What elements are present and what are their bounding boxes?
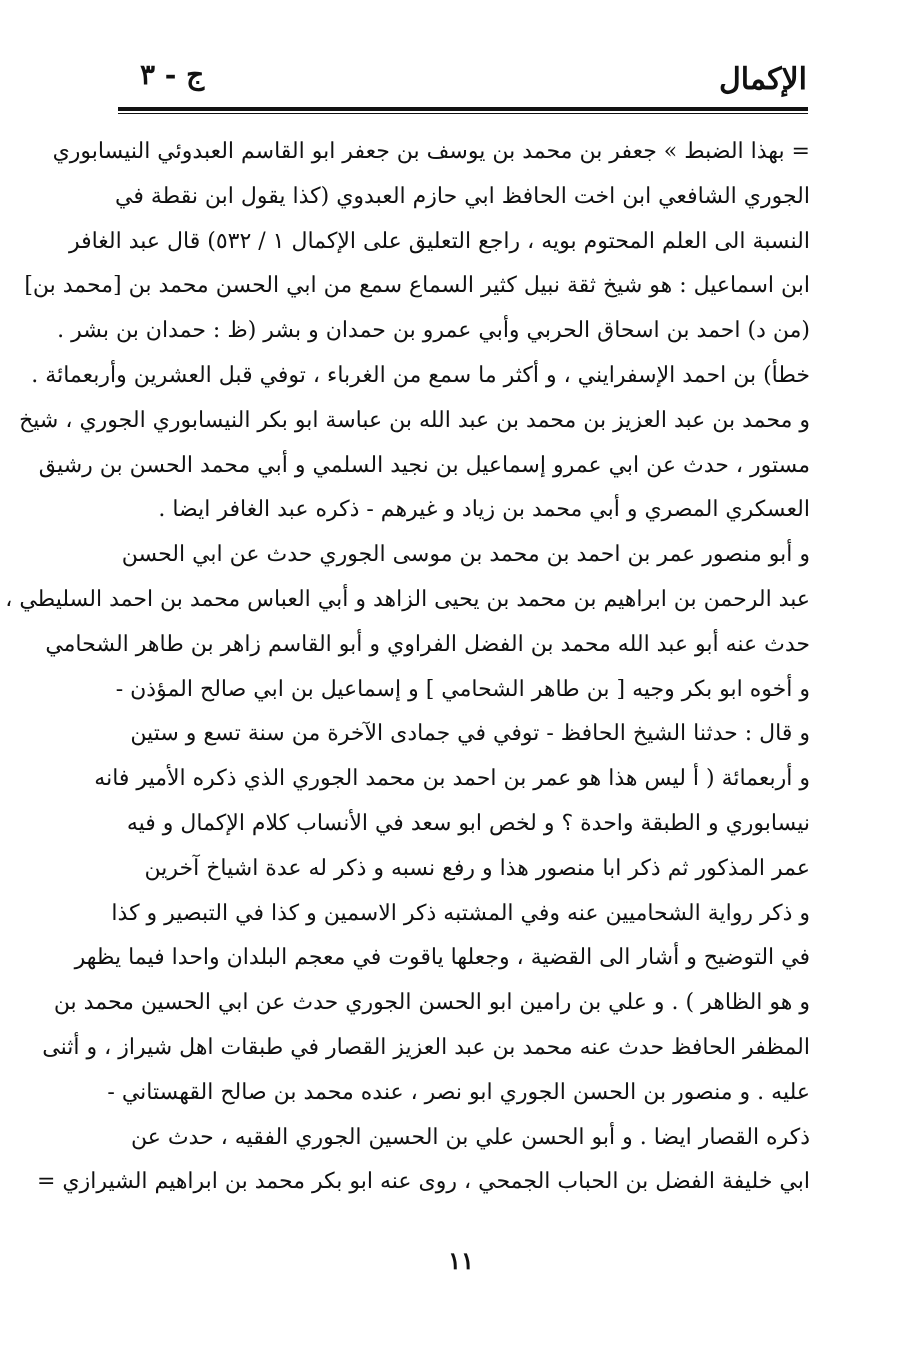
text-line: و قال : حدثنا الشيخ الحافظ - توفي في جمادى الآخرة من سنة تسع و ستين	[130, 721, 810, 747]
text-line: و أبو منصور عمر بن احمد بن محمد بن موسى الجوري حدث عن ابي الحسن	[121, 542, 810, 568]
text-line: و أخوه ابو بكر وجيه [ بن طاهر الشحامي ] و إسماعيل بن ابي صالح المؤذن -	[115, 676, 810, 702]
text-line: المظفر الحافظ حدث عنه محمد بن عبد العزيز القصار في طبقات اهل شيراز ، و أثنى	[42, 1034, 810, 1060]
page-number: ١١	[448, 1246, 474, 1275]
text-line: و ذكر رواية الشحاميين عنه وفي المشتبه ذكر الاسمين و كذا في التبصير و كذا	[111, 900, 810, 926]
text-line: حدث عنه أبو عبد الله محمد بن الفضل الفراوي و أبو القاسم زاهر بن طاهر الشحامي	[45, 631, 810, 657]
text-line: النسبة الى العلم المحتوم بويه ، راجع التعليق على الإكمال ١ / ٥٣٢) قال عبد الغافر	[68, 228, 810, 254]
running-title: الإكمال	[718, 62, 807, 97]
text-line: عمر المذكور ثم ذكر ابا منصور هذا و رفع نسبه و ذكر له عدة اشياخ آخرين	[144, 855, 810, 881]
body-text	[5, 130, 810, 1205]
text-line: في التوضيح و أشار الى القضية ، وجعلها ياقوت في معجم البلدان واحدا فيما يظهر	[74, 945, 810, 971]
text-line: ابي خليفة الفضل بن الحباب الجمحي ، روى عنه ابو بكر محمد بن ابراهيم الشيرازي =	[36, 1169, 810, 1195]
text-line: عليه . و منصور بن الحسن الجوري ابو نصر ، عنده محمد بن صالح القهستاني -	[107, 1079, 810, 1105]
text-line: الجوري الشافعي ابن اخت الحافظ ابي حازم العبدوي (كذا يقول ابن نقطة في	[115, 183, 810, 209]
text-line: = بهذا الضبط » جعفر بن محمد بن يوسف بن جعفر ابو القاسم العبدوئي النيسابوري	[52, 139, 810, 164]
text-line: مستور ، حدث عن ابي عمرو إسماعيل بن نجيد السلمي و أبي محمد الحسن بن رشيق	[38, 452, 810, 478]
volume-number: ج - ٣	[140, 58, 205, 91]
text-line: و محمد بن عبد العزيز بن محمد بن عبد الله بن عباسة ابو بكر النيسابوري الجوري ، شيخ	[19, 407, 810, 433]
text-line: العسكري المصري و أبي محمد بن زياد و غيرهم - ذكره عبد الغافر ايضا .	[158, 497, 810, 523]
header-rule	[118, 107, 808, 111]
text-line: ابن اسماعيل : هو شيخ ثقة نبيل كثير السماع سمع من ابي الحسن محمد بن [محمد بن]	[24, 273, 810, 299]
text-line: ذكره القصار ايضا . و أبو الحسن علي بن الحسين الجوري الفقيه ، حدث عن	[130, 1124, 810, 1150]
text-line: (من د) احمد بن اسحاق الحربي وأبي عمرو بن حمدان و بشر (ظ : حمدان بن بشر .	[57, 318, 810, 344]
text-line: نيسابوري و الطبقة واحدة ؟ و لخص ابو سعد في الأنساب كلام الإكمال و فيه	[126, 810, 810, 836]
header-rule-thin	[118, 113, 808, 114]
text-line: و أربعمائة ( أ ليس هذا هو عمر بن احمد بن محمد الجوري الذي ذكره الأمير فانه	[94, 766, 810, 792]
text-line: خطأ) بن احمد الإسفرايني ، و أكثر ما سمع من الغرباء ، توفي قبل العشرين وأربعمائة .	[31, 362, 810, 388]
text-line: و هو الظاهر ) . و علي بن رامين ابو الحسن الجوري حدث عن ابي الحسين محمد بن	[53, 990, 810, 1016]
text-line: عبد الرحمن بن ابراهيم بن محمد بن يحيى الزاهد و أبي العباس محمد بن احمد السليطي ،	[5, 586, 810, 612]
